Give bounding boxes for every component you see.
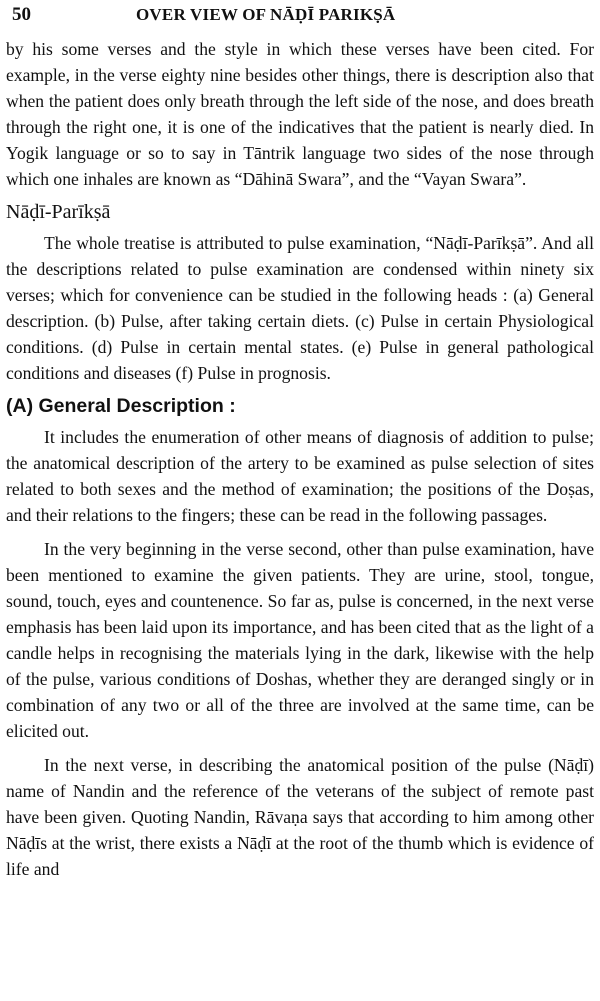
page-number: 50 bbox=[12, 4, 31, 25]
paragraph-general-description: It includes the enumeration of other means of diagnosis of addition to pulse; the anatomical description of the artery to be examined as pulse selection of sites related to both sexes and the method of examination; the positions of the Doṣas, and their relations to the fingers; these can be read in the following passages. bbox=[6, 427, 594, 525]
paragraph-anatomical-position: In the next verse, in describing the anatomical position of the pulse (Nāḍī) name of Nandin and the reference of the veterans of the subject of remote past have been given. Quoting Nandin, Rāvaṇa says that according to him among other Nāḍīs at the wrist, there exists a Nāḍī at the root of the thumb which is evidence of life and bbox=[6, 755, 594, 879]
paragraph-pulse-examination: The whole treatise is attributed to pulse examination, “Nāḍī-Parīkṣā”. And all the descriptions related to pulse examination are condensed within ninety six verses; which for convenience can be studied in the following heads : (a) General description. (b) Pulse, after taking certain diets. (c) Pulse in certain Physiological conditions. (d) Pulse in certain mental states. (e) Pulse in general pathological conditions and diseases (f) Pulse in prognosis. bbox=[6, 233, 594, 383]
page-header bbox=[6, 0, 594, 36]
paragraph-continued: by his some verses and the style in which these verses have been cited. For example, in the verse eighty nine besides other things, there is description also that when the patient does only breath through the left side of the nose, and does breath through the right one, it is one of the indicatives that the patient is nearly died. In Yogik language or so to say in Tāntrik language two sides of the nose through which one inhales are known as “Dāhinā Swara”, and the “Vayan Swara”. bbox=[6, 39, 594, 189]
section-heading: Nāḍī-Parīkṣā bbox=[6, 201, 111, 223]
subsection-heading: (A) General Description : bbox=[6, 395, 236, 417]
running-title: OVER VIEW OF NĀḌĪ PARIKṢĀ bbox=[136, 5, 396, 24]
paragraph-verse-second: In the very beginning in the verse second, other than pulse examination, have been mentioned to examine the given patients. They are urine, stool, tongue, sound, touch, eyes and countenence. So far as, pulse is concerned, in the next verse emphasis has been laid upon its importance, and has been cited that as the light of a candle helps in recognising the materials lying in the dark, likewise with the help of the pulse, various conditions of Doshas, whether they are deranged singly or in combination of any two or all of the three are involved at the same time, can be elicited out. bbox=[6, 539, 594, 741]
